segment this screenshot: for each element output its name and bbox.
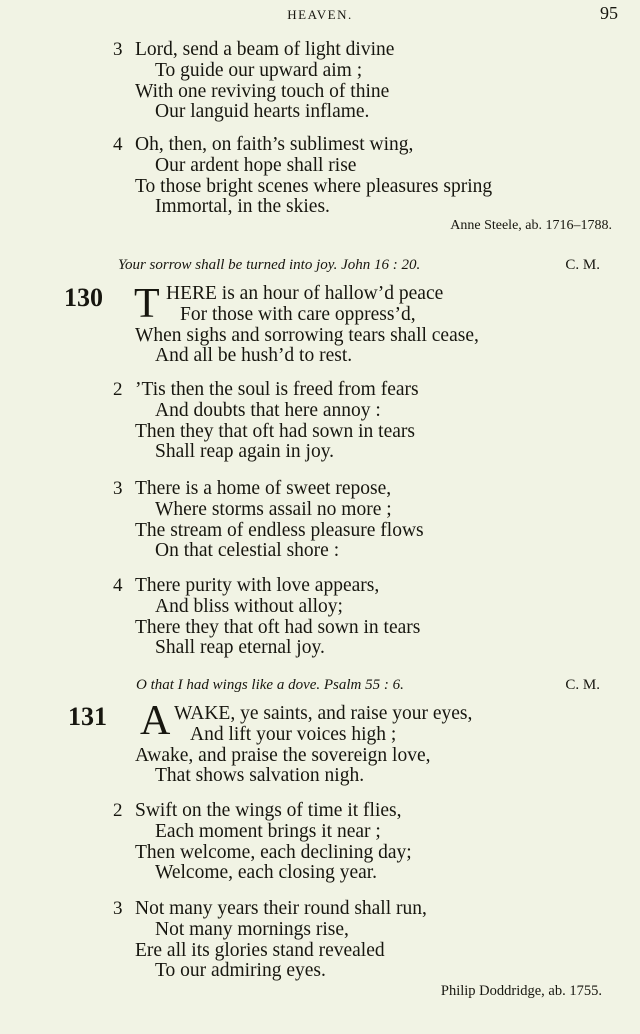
verse-number: 3 — [113, 898, 123, 919]
author-attribution: Anne Steele, ab. 1716–1788. — [450, 218, 612, 233]
verse-number: 2 — [113, 800, 123, 821]
verse-line: Ere all its glories stand revealed — [135, 939, 385, 961]
hymn-131-stanza-2 — [0, 801, 640, 884]
verse-number: 3 — [113, 39, 123, 60]
verse-line — [0, 380, 640, 401]
verse-line: That shows salvation nigh. — [155, 765, 365, 787]
verse-line: There they that oft had sown in tears — [135, 616, 421, 638]
scripture-reference: O that I had wings like a dove. Psalm 55 : 6. — [136, 677, 404, 693]
meter-label: C. M. — [565, 257, 600, 273]
verse-line — [0, 704, 640, 725]
verse-line: The stream of endless pleasure flows — [135, 519, 424, 541]
verse-line: Each moment brings it near ; — [155, 820, 381, 842]
verse-line: Immortal, in the skies. — [155, 196, 330, 218]
verse-line: Awake, and praise the sovereign love, — [135, 744, 431, 766]
verse-line: With one reviving touch of thine — [135, 80, 390, 102]
first-word: WAKE — [174, 703, 231, 724]
verse-line: To those bright scenes where pleasures spring — [135, 175, 493, 197]
drop-cap: A — [140, 698, 171, 744]
verse-line: Shall reap eternal joy. — [155, 637, 325, 659]
verse-text: Swift on the wings of time it flies, — [135, 800, 402, 821]
verse-text: is an hour of hallow’d peace — [216, 283, 444, 304]
page-number: 95 — [600, 3, 618, 23]
scripture-reference: Your sorrow shall be turned into joy. John 16 : 20. — [118, 257, 421, 273]
verse-line: Then welcome, each declining day; — [135, 841, 412, 863]
hymn-129-stanza-4 — [0, 135, 640, 218]
verse-line: Not many mornings rise, — [155, 918, 349, 940]
verse-line — [0, 284, 640, 305]
verse-line: For those with care oppress’d, — [180, 303, 416, 325]
verse-line: Our ardent hope shall rise — [155, 154, 357, 176]
verse-line: And doubts that here annoy : — [155, 399, 381, 421]
verse-number: 4 — [113, 134, 123, 155]
verse-line — [0, 576, 640, 597]
verse-text: ’Tis then the soul is freed from fears — [135, 379, 419, 400]
hymn-129-stanza-3 — [0, 40, 640, 123]
meter-label: C. M. — [565, 677, 600, 693]
hymn-131-stanza-1 — [0, 704, 640, 787]
hymn-131-stanza-3 — [0, 899, 640, 982]
hymn-130-stanza-1 — [0, 281, 640, 367]
hymn-number: 131 — [68, 702, 107, 731]
verse-line: Shall reap again in joy. — [155, 441, 335, 463]
verse-line — [0, 40, 640, 61]
hymn-number: 130 — [64, 283, 103, 312]
first-word: HERE — [166, 283, 217, 304]
verse-text: There purity with love appears, — [135, 575, 380, 596]
verse-line: To our admiring eyes. — [155, 960, 326, 982]
running-header: HEAVEN. — [287, 7, 353, 22]
verse-text: , ye saints, and raise your eyes, — [230, 703, 473, 724]
hymn-130-stanza-3 — [0, 479, 640, 562]
verse-number: 4 — [113, 575, 123, 596]
verse-line: To guide our upward aim ; — [155, 59, 363, 81]
verse-line: And all be hush’d to rest. — [155, 345, 353, 367]
verse-line: When sighs and sorrowing tears shall cease, — [135, 324, 479, 346]
verse-line — [0, 801, 640, 822]
verse-number: 2 — [113, 379, 123, 400]
verse-line: Then they that oft had sown in tears — [135, 420, 415, 442]
verse-line: Where storms assail no more ; — [155, 498, 392, 520]
verse-number: 3 — [113, 478, 123, 499]
verse-line: And lift your voices high ; — [190, 723, 397, 745]
verse-line — [0, 479, 640, 500]
verse-text: Not many years their round shall run, — [135, 898, 427, 919]
hymn-130-stanza-2 — [0, 380, 640, 463]
author-attribution: Philip Doddridge, ab. 1755. — [440, 983, 602, 999]
verse-line: Welcome, each closing year. — [155, 862, 378, 884]
verse-line: On that celestial shore : — [155, 540, 340, 562]
verse-line — [0, 899, 640, 920]
verse-line: Our languid hearts inflame. — [155, 101, 370, 123]
verse-text: Oh, then, on faith’s sublimest wing, — [135, 134, 414, 155]
hymn-130-stanza-4 — [0, 576, 640, 659]
drop-cap: T — [134, 281, 160, 327]
verse-line: And bliss without alloy; — [155, 595, 343, 617]
verse-text: There is a home of sweet repose, — [135, 478, 392, 499]
verse-text: Lord, send a beam of light divine — [135, 39, 395, 60]
verse-line — [0, 135, 640, 156]
